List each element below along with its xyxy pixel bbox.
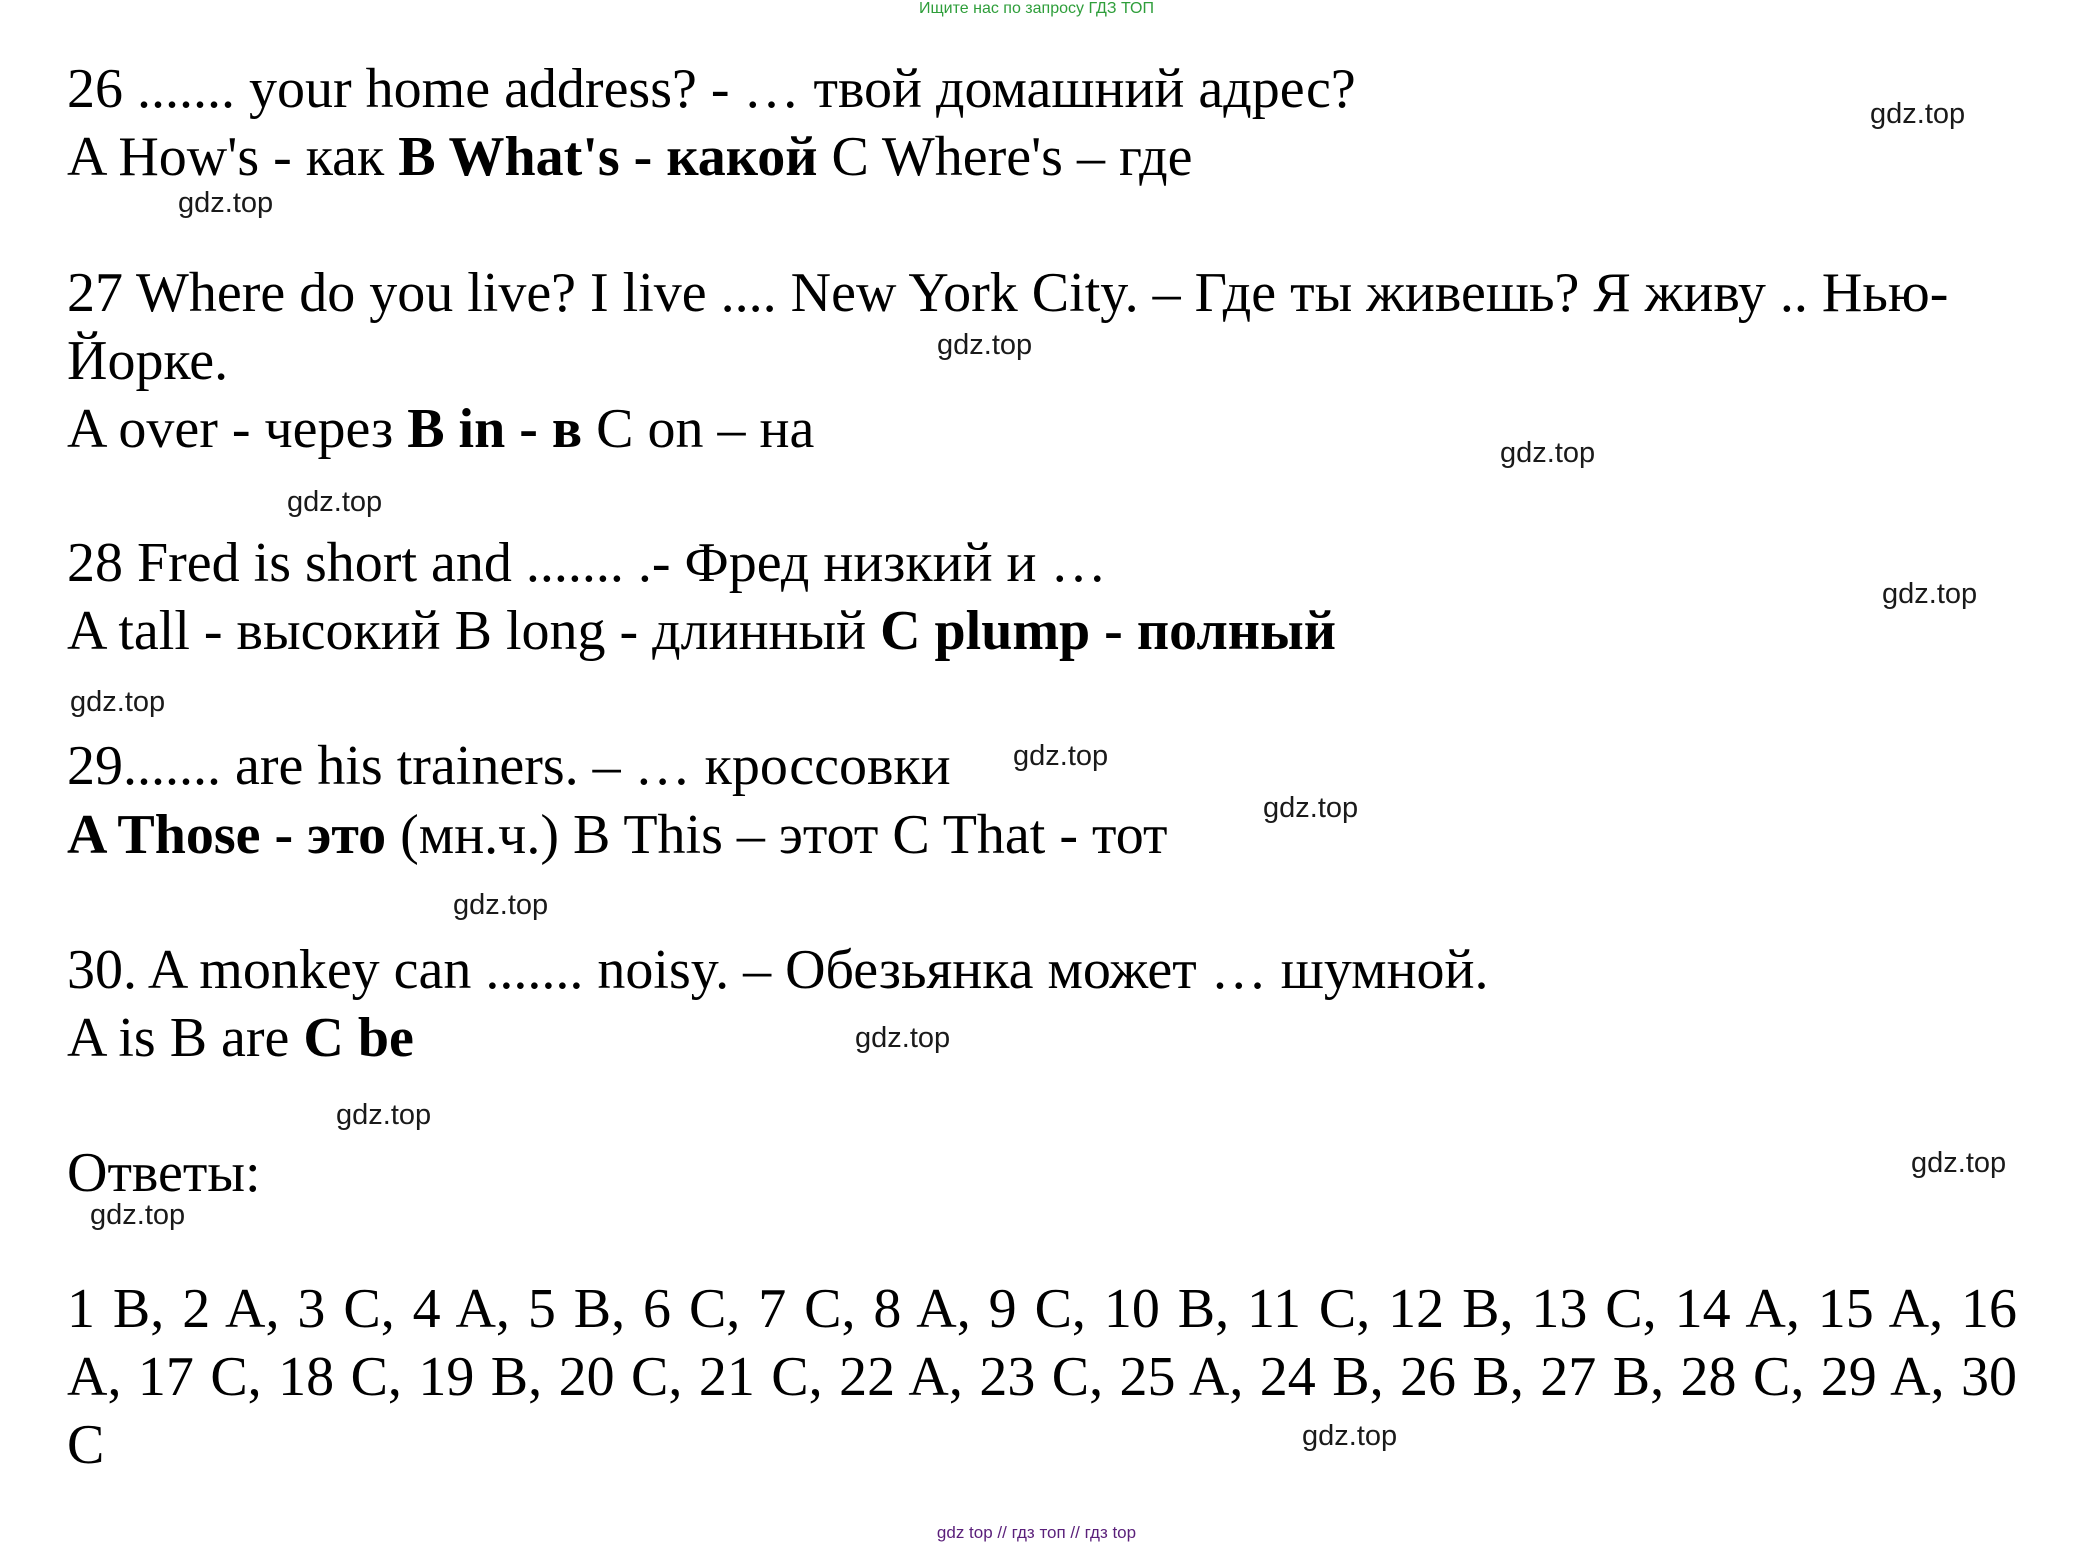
watermark: gdz.top	[1013, 740, 1109, 772]
q27-question-line1: 27 Where do you live? I live .... New York City. – Где ты живешь? Я живу .. Нью-	[67, 262, 1949, 324]
answers-line3: C	[67, 1414, 105, 1476]
q29-option-rest: (мн.ч.) B This – этот C That - тот	[386, 804, 1168, 866]
top-banner[interactable]: Ищите нас по запросу ГДЗ ТОП	[919, 0, 1154, 17]
q26-option-b-answer: B What's - какой	[398, 126, 818, 188]
q30-option-c-answer: C be	[303, 1007, 414, 1069]
watermark: gdz.top	[1870, 98, 1966, 130]
watermark: gdz.top	[937, 329, 1033, 361]
q27-options	[67, 396, 814, 462]
q26-option-a: A How's - как	[67, 126, 399, 188]
watermark: gdz.top	[855, 1022, 951, 1054]
q26-question: 26 ....... your home address? - … твой домашний адрес?	[67, 58, 1356, 120]
q28-option-ab: A tall - высокий B long - длинный	[67, 600, 881, 662]
watermark: gdz.top	[1302, 1420, 1398, 1452]
watermark: gdz.top	[336, 1099, 432, 1131]
q27-question-line2: Йорке.	[67, 330, 229, 392]
answers-heading: Ответы:	[67, 1142, 261, 1204]
q29-question: 29....... are his trainers. – … кроссовки	[67, 735, 951, 797]
q27-option-b-answer: B in - в	[407, 398, 583, 460]
q28-option-c-answer: C plump - полный	[880, 600, 1337, 662]
q28-options	[67, 598, 1336, 664]
q29-option-a-answer: A Those - это	[67, 804, 387, 866]
q30-option-ab: A is B are	[67, 1007, 304, 1069]
answers-line2: A, 17 C, 18 C, 19 B, 20 C, 21 C, 22 A, 23 C, 25 A, 24 B, 26 B, 27 B, 28 C, 29 A, 30	[67, 1346, 2017, 1408]
answers-line1: 1 B, 2 A, 3 C, 4 A, 5 B, 6 C, 7 C, 8 A, 9 C, 10 B, 11 C, 12 B, 13 C, 14 A, 15 A, 16	[67, 1278, 2017, 1340]
watermark: gdz.top	[1500, 437, 1596, 469]
q28-question: 28 Fred is short and ....... .- Фред низкий и …	[67, 532, 1107, 594]
watermark: gdz.top	[287, 486, 383, 518]
watermark: gdz.top	[1882, 578, 1978, 610]
q30-options	[67, 1005, 414, 1071]
q26-option-c: C Where's – где	[817, 126, 1193, 188]
watermark: gdz.top	[70, 686, 166, 718]
q27-option-c: C on – на	[582, 398, 815, 460]
watermark: gdz.top	[178, 187, 274, 219]
watermark: gdz.top	[1263, 792, 1359, 824]
q30-question: 30. A monkey can ....... noisy. – Обезьянка может … шумной.	[67, 939, 1489, 1001]
watermark: gdz.top	[1911, 1147, 2007, 1179]
footer-links[interactable]: gdz top // гдз топ // гдз top	[936, 1523, 1137, 1542]
watermark: gdz.top	[90, 1199, 186, 1231]
watermark: gdz.top	[453, 889, 549, 921]
q29-options	[67, 802, 1167, 868]
q27-option-a: A over - через	[67, 398, 408, 460]
q26-options	[67, 124, 1193, 190]
